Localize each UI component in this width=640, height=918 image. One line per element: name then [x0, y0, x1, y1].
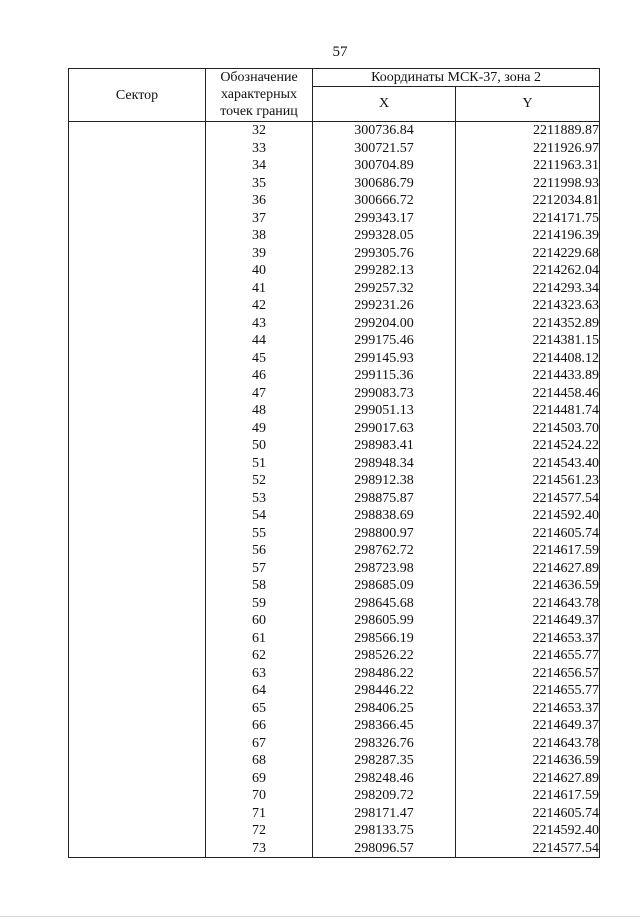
cell-sector: [69, 700, 206, 718]
cell-x: 298605.99: [313, 612, 456, 630]
cell-sector: [69, 437, 206, 455]
cell-y: 2214408.12: [456, 350, 600, 368]
cell-y: 2214262.04: [456, 262, 600, 280]
table-row: [69, 630, 600, 648]
cell-x: 299305.76: [313, 245, 456, 263]
cell-sector: [69, 507, 206, 525]
cell-y: 2214617.59: [456, 787, 600, 805]
cell-sector: [69, 350, 206, 368]
cell-point: 72: [206, 822, 313, 840]
table-row: [69, 297, 600, 315]
cell-point: 65: [206, 700, 313, 718]
cell-sector: [69, 402, 206, 420]
cell-point: 67: [206, 735, 313, 753]
table-row: [69, 822, 600, 840]
cell-sector: [69, 315, 206, 333]
cell-x: 299145.93: [313, 350, 456, 368]
table-row: [69, 805, 600, 823]
cell-sector: [69, 787, 206, 805]
cell-point: 73: [206, 840, 313, 858]
cell-y: 2214229.68: [456, 245, 600, 263]
table-row: [69, 210, 600, 228]
cell-sector: [69, 612, 206, 630]
cell-sector: [69, 157, 206, 175]
cell-x: 300736.84: [313, 122, 456, 140]
header-y: Y: [456, 87, 600, 122]
cell-x: 298248.46: [313, 770, 456, 788]
cell-y: 2214352.89: [456, 315, 600, 333]
table-body: [69, 122, 600, 858]
cell-point: 53: [206, 490, 313, 508]
cell-y: 2214323.63: [456, 297, 600, 315]
coordinates-table: [68, 68, 600, 858]
cell-sector: [69, 542, 206, 560]
cell-point: 39: [206, 245, 313, 263]
cell-sector: [69, 752, 206, 770]
table-row: [69, 315, 600, 333]
cell-y: 2214196.39: [456, 227, 600, 245]
table-row: [69, 647, 600, 665]
cell-y: 2214656.57: [456, 665, 600, 683]
table-row: [69, 385, 600, 403]
cell-y: 2211998.93: [456, 175, 600, 193]
table-row: [69, 595, 600, 613]
cell-point: 37: [206, 210, 313, 228]
cell-x: 298287.35: [313, 752, 456, 770]
cell-y: 2214605.74: [456, 805, 600, 823]
cell-point: 41: [206, 280, 313, 298]
cell-x: 300721.57: [313, 140, 456, 158]
cell-sector: [69, 210, 206, 228]
cell-sector: [69, 490, 206, 508]
cell-x: 298406.25: [313, 700, 456, 718]
table-row: [69, 490, 600, 508]
cell-y: 2214649.37: [456, 717, 600, 735]
table-row: [69, 840, 600, 858]
table-row: [69, 437, 600, 455]
cell-point: 63: [206, 665, 313, 683]
cell-y: 2211889.87: [456, 122, 600, 140]
table-row: [69, 140, 600, 158]
cell-point: 48: [206, 402, 313, 420]
cell-sector: [69, 280, 206, 298]
header-point-designation: [206, 69, 313, 122]
cell-point: 49: [206, 420, 313, 438]
cell-x: 298875.87: [313, 490, 456, 508]
cell-y: 2212034.81: [456, 192, 600, 210]
cell-y: 2214433.89: [456, 367, 600, 385]
cell-x: 299204.00: [313, 315, 456, 333]
cell-x: 298645.68: [313, 595, 456, 613]
cell-y: 2214503.70: [456, 420, 600, 438]
cell-x: 298723.98: [313, 560, 456, 578]
table-row: [69, 560, 600, 578]
cell-sector: [69, 192, 206, 210]
table-row: [69, 157, 600, 175]
table-row: [69, 192, 600, 210]
table-row: [69, 175, 600, 193]
cell-x: 298133.75: [313, 822, 456, 840]
cell-y: 2211963.31: [456, 157, 600, 175]
table-row: [69, 472, 600, 490]
table-row: [69, 735, 600, 753]
cell-y: 2214481.74: [456, 402, 600, 420]
cell-y: 2214171.75: [456, 210, 600, 228]
cell-y: 2214577.54: [456, 490, 600, 508]
cell-point: 34: [206, 157, 313, 175]
cell-point: 52: [206, 472, 313, 490]
cell-x: 300704.89: [313, 157, 456, 175]
table-row: [69, 280, 600, 298]
cell-y: 2214655.77: [456, 682, 600, 700]
cell-x: 299231.26: [313, 297, 456, 315]
cell-sector: [69, 805, 206, 823]
cell-sector: [69, 140, 206, 158]
cell-x: 298566.19: [313, 630, 456, 648]
table-row: [69, 612, 600, 630]
cell-x: 298171.47: [313, 805, 456, 823]
table-row: [69, 525, 600, 543]
cell-sector: [69, 332, 206, 350]
cell-x: 299175.46: [313, 332, 456, 350]
cell-point: 68: [206, 752, 313, 770]
cell-point: 57: [206, 560, 313, 578]
table-row: [69, 332, 600, 350]
page-number: 57: [332, 44, 348, 60]
cell-x: 298983.41: [313, 437, 456, 455]
cell-sector: [69, 455, 206, 473]
cell-sector: [69, 420, 206, 438]
cell-point: 69: [206, 770, 313, 788]
cell-y: 2214617.59: [456, 542, 600, 560]
table-row: [69, 770, 600, 788]
cell-y: 2214381.15: [456, 332, 600, 350]
cell-sector: [69, 735, 206, 753]
header-coordinates: Координаты МСК-37, зона 2: [313, 69, 600, 87]
cell-x: 298446.22: [313, 682, 456, 700]
cell-y: 2214653.37: [456, 630, 600, 648]
cell-sector: [69, 367, 206, 385]
page-edge-line: [0, 916, 640, 917]
cell-x: 298486.22: [313, 665, 456, 683]
table-row: [69, 262, 600, 280]
table-row: [69, 752, 600, 770]
cell-x: 298366.45: [313, 717, 456, 735]
cell-sector: [69, 175, 206, 193]
cell-x: 300666.72: [313, 192, 456, 210]
cell-sector: [69, 665, 206, 683]
cell-sector: [69, 385, 206, 403]
cell-x: 299328.05: [313, 227, 456, 245]
cell-x: 299083.73: [313, 385, 456, 403]
cell-y: 2214643.78: [456, 735, 600, 753]
cell-sector: [69, 227, 206, 245]
cell-point: 36: [206, 192, 313, 210]
table-row: [69, 665, 600, 683]
cell-point: 50: [206, 437, 313, 455]
header-point-line-2: характерных: [220, 87, 298, 102]
cell-sector: [69, 122, 206, 140]
table-row: [69, 367, 600, 385]
cell-point: 43: [206, 315, 313, 333]
cell-sector: [69, 245, 206, 263]
cell-point: 32: [206, 122, 313, 140]
cell-point: 62: [206, 647, 313, 665]
table-row: [69, 402, 600, 420]
header-point-line-3: точек границ: [220, 104, 298, 119]
cell-sector: [69, 647, 206, 665]
cell-x: 299017.63: [313, 420, 456, 438]
table-row: [69, 700, 600, 718]
cell-x: 298800.97: [313, 525, 456, 543]
table-row: [69, 542, 600, 560]
cell-x: 300686.79: [313, 175, 456, 193]
cell-x: 299257.32: [313, 280, 456, 298]
cell-sector: [69, 262, 206, 280]
cell-sector: [69, 525, 206, 543]
table-row: [69, 227, 600, 245]
cell-x: 298685.09: [313, 577, 456, 595]
cell-y: 2214543.40: [456, 455, 600, 473]
cell-y: 2214561.23: [456, 472, 600, 490]
cell-point: 44: [206, 332, 313, 350]
cell-y: 2214649.37: [456, 612, 600, 630]
table-row: [69, 245, 600, 263]
table-row: [69, 455, 600, 473]
cell-point: 70: [206, 787, 313, 805]
cell-x: 298326.76: [313, 735, 456, 753]
cell-sector: [69, 297, 206, 315]
cell-y: 2214627.89: [456, 560, 600, 578]
cell-sector: [69, 682, 206, 700]
cell-point: 33: [206, 140, 313, 158]
cell-y: 2214643.78: [456, 595, 600, 613]
cell-x: 298209.72: [313, 787, 456, 805]
cell-sector: [69, 630, 206, 648]
cell-y: 2214577.54: [456, 840, 600, 858]
cell-point: 66: [206, 717, 313, 735]
cell-y: 2214592.40: [456, 507, 600, 525]
cell-point: 60: [206, 612, 313, 630]
cell-point: 46: [206, 367, 313, 385]
cell-sector: [69, 472, 206, 490]
cell-sector: [69, 822, 206, 840]
table-row: [69, 787, 600, 805]
cell-sector: [69, 770, 206, 788]
cell-x: 299115.36: [313, 367, 456, 385]
cell-point: 42: [206, 297, 313, 315]
cell-sector: [69, 577, 206, 595]
cell-point: 54: [206, 507, 313, 525]
cell-sector: [69, 840, 206, 858]
cell-point: 59: [206, 595, 313, 613]
cell-y: 2211926.97: [456, 140, 600, 158]
cell-y: 2214636.59: [456, 752, 600, 770]
cell-y: 2214458.46: [456, 385, 600, 403]
cell-point: 71: [206, 805, 313, 823]
header-x: X: [313, 87, 456, 122]
cell-point: 35: [206, 175, 313, 193]
cell-y: 2214605.74: [456, 525, 600, 543]
cell-point: 40: [206, 262, 313, 280]
cell-x: 298526.22: [313, 647, 456, 665]
table-row: [69, 350, 600, 368]
cell-point: 51: [206, 455, 313, 473]
cell-point: 38: [206, 227, 313, 245]
table-row: [69, 507, 600, 525]
cell-x: 299051.13: [313, 402, 456, 420]
table-row: [69, 717, 600, 735]
cell-x: 298948.34: [313, 455, 456, 473]
cell-point: 47: [206, 385, 313, 403]
table-row: [69, 577, 600, 595]
cell-x: 298838.69: [313, 507, 456, 525]
table-header: [69, 69, 600, 122]
cell-y: 2214636.59: [456, 577, 600, 595]
cell-point: 56: [206, 542, 313, 560]
cell-y: 2214627.89: [456, 770, 600, 788]
cell-x: 298912.38: [313, 472, 456, 490]
cell-point: 45: [206, 350, 313, 368]
cell-x: 299343.17: [313, 210, 456, 228]
cell-y: 2214293.34: [456, 280, 600, 298]
cell-x: 298096.57: [313, 840, 456, 858]
cell-x: 299282.13: [313, 262, 456, 280]
cell-point: 61: [206, 630, 313, 648]
cell-y: 2214653.37: [456, 700, 600, 718]
cell-x: 298762.72: [313, 542, 456, 560]
cell-sector: [69, 595, 206, 613]
cell-point: 55: [206, 525, 313, 543]
cell-y: 2214524.22: [456, 437, 600, 455]
cell-point: 58: [206, 577, 313, 595]
header-point-line-1: Обозначение: [220, 70, 298, 85]
cell-point: 64: [206, 682, 313, 700]
table-row: [69, 122, 600, 140]
cell-y: 2214655.77: [456, 647, 600, 665]
cell-sector: [69, 717, 206, 735]
cell-y: 2214592.40: [456, 822, 600, 840]
header-sector: Сектор: [69, 69, 206, 122]
table-row: [69, 420, 600, 438]
table-row: [69, 682, 600, 700]
cell-sector: [69, 560, 206, 578]
